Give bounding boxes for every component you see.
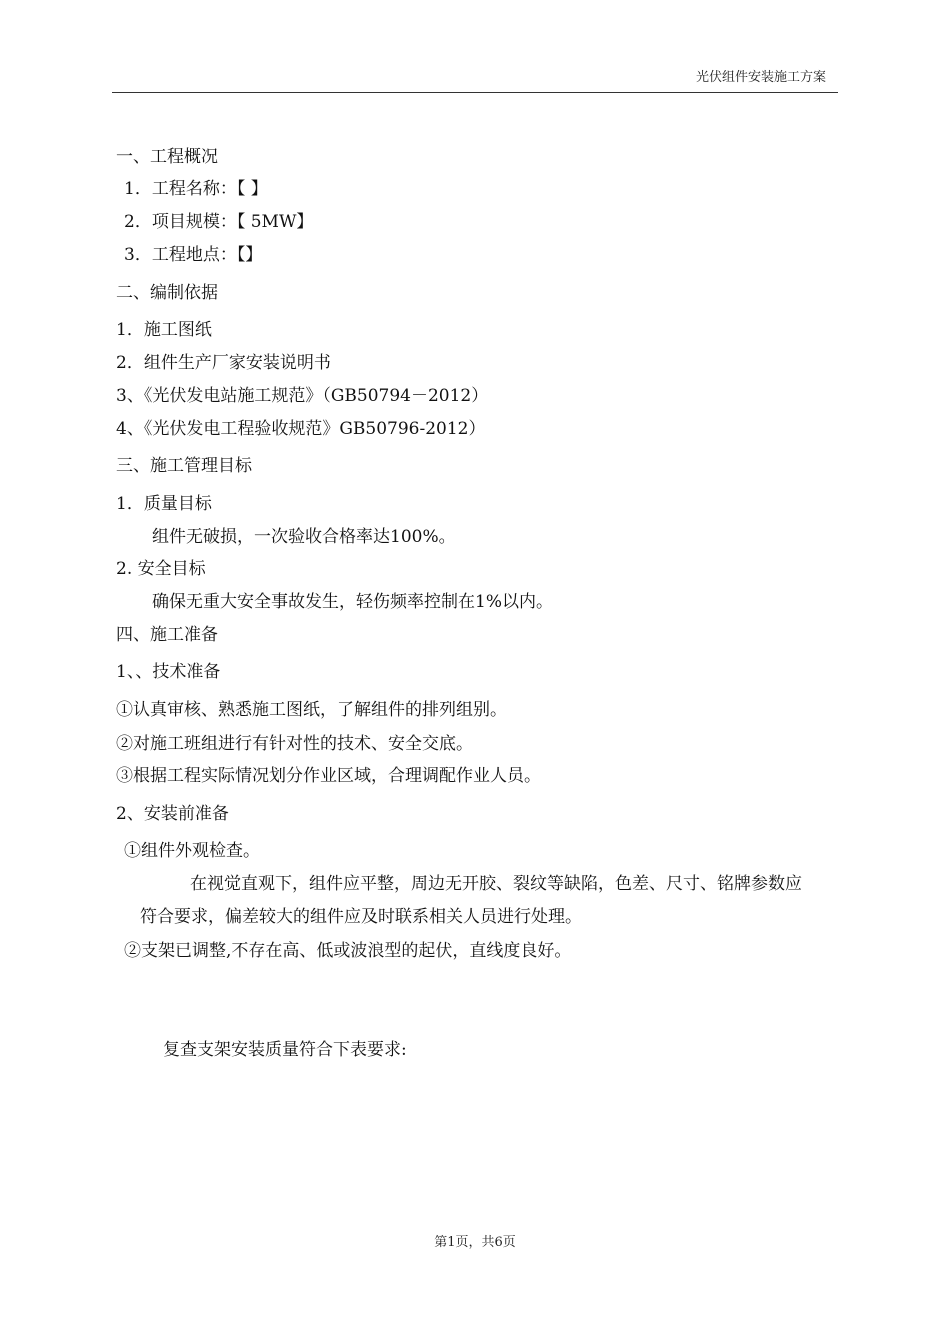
project-name-line: 1．工程名称：【 】: [124, 179, 268, 199]
module-inspection-heading: ①组件外观检查。: [124, 841, 260, 861]
tech-prep-item-3: ③根据工程实际情况划分作业区域，合理调配作业人员。: [116, 766, 541, 786]
project-scale-line: 2．项目规模：【 5MW】: [124, 212, 314, 232]
basis-item-4: 4、《光伏发电工程验收规范》GB50796-2012）: [116, 419, 486, 439]
basis-item-2: 2．组件生产厂家安装说明书: [116, 353, 331, 373]
project-location-line: 3．工程地点：【】: [124, 245, 263, 265]
basis-item-3: 3、《光伏发电站施工规范》（GB50794－2012）: [116, 386, 489, 406]
section-1-heading: 一、工程概况: [116, 147, 218, 167]
quality-target-heading: 1．质量目标: [116, 494, 212, 514]
page-footer: 第1页，共6页: [434, 1235, 516, 1250]
section-2-heading: 二、编制依据: [116, 283, 218, 303]
install-prep-heading: 2、安装前准备: [116, 804, 229, 824]
section-3-heading: 三、施工管理目标: [116, 456, 252, 476]
module-inspection-text-2: 符合要求，偏差较大的组件应及时联系相关人员进行处理。: [140, 907, 582, 927]
section-4-heading: 四、施工准备: [116, 625, 218, 645]
tech-prep-item-1: ①认真审核、熟悉施工图纸，了解组件的排列组别。: [116, 700, 507, 720]
header-divider: [112, 92, 838, 93]
safety-target-text: 确保无重大安全事故发生，轻伤频率控制在1%以内。: [152, 592, 553, 612]
tech-prep-heading: 1、、技术准备: [116, 662, 221, 682]
module-inspection-text-1: 在视觉直观下，组件应平整，周边无开胶、裂纹等缺陷，色差、尺寸、铭牌参数应: [190, 874, 802, 894]
bracket-adjust-item: ②支架已调整,不存在高、低或波浪型的起伏，直线度良好。: [124, 941, 572, 961]
review-requirement-text: 复查支架安装质量符合下表要求:: [163, 1040, 407, 1060]
page-header-title: 光伏组件安装施工方案: [695, 70, 826, 85]
safety-target-heading: 2. 安全目标: [116, 559, 206, 579]
basis-item-1: 1．施工图纸: [116, 320, 212, 340]
quality-target-text: 组件无破损，一次验收合格率达100%。: [152, 527, 456, 547]
tech-prep-item-2: ②对施工班组进行有针对性的技术、安全交底。: [116, 734, 473, 754]
